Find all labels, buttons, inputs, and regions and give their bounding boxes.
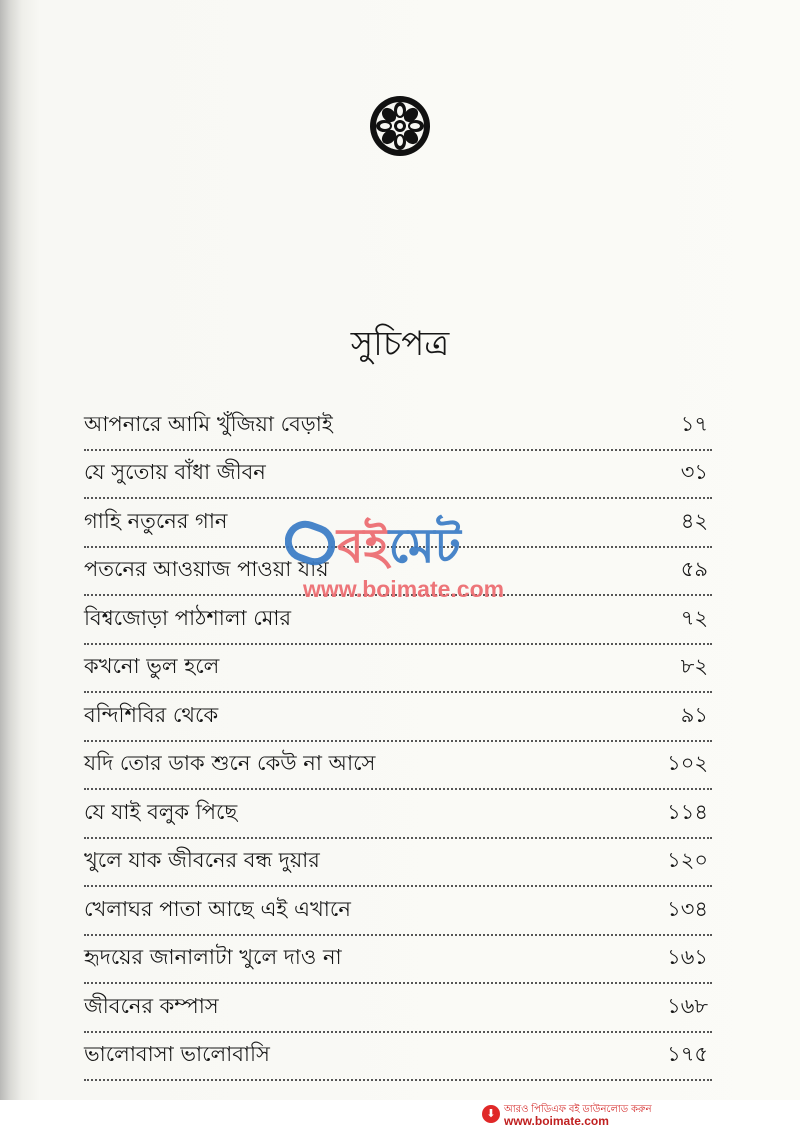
toc-entry-title: যদি তোর ডাক শুনে কেউ না আসে xyxy=(84,751,376,775)
toc-entry-page: ৯১ xyxy=(680,702,708,727)
toc-entry-title: খেলাঘর পাতা আছে এই এখানে xyxy=(84,896,351,921)
toc-entry-title: কখনো ভুল হলে xyxy=(84,654,220,678)
toc-entry-page: ১২০ xyxy=(667,848,708,872)
toc-entry-title: যে যাই বলুক পিছে xyxy=(84,799,238,824)
toc-entry xyxy=(84,693,712,742)
toc-entry-title: খুলে যাক জীবনের বন্ধ দুয়ার xyxy=(84,848,320,872)
toc-entry-page: ৭২ xyxy=(680,605,708,630)
toc-entry-title: ভালোবাসা ভালোবাসি xyxy=(84,1042,270,1066)
paperclip-logo-icon xyxy=(285,518,335,568)
toc-entry-title: হৃদয়ের জানালাটা খুলে দাও না xyxy=(84,945,342,969)
toc-entry-title: গাহি নতুনের গান xyxy=(84,508,228,533)
toc-entry-title: জীবনের কম্পাস xyxy=(84,993,219,1018)
toc-entry xyxy=(84,742,712,791)
watermark-url: www.boimate.com xyxy=(303,576,505,602)
download-badge[interactable] xyxy=(482,1102,682,1130)
toc-entry-title: আপনারে আমি খুঁজিয়া বেড়াই xyxy=(84,411,333,436)
toc-entry-title: পতনের আওয়াজ পাওয়া যায় xyxy=(84,557,329,581)
toc-entry xyxy=(84,645,712,694)
toc-entry-page: ১৬১ xyxy=(667,945,708,969)
watermark xyxy=(285,518,515,608)
page-title: সুচিপত্র xyxy=(350,324,450,364)
toc-entry-title: যে সুতোয় বাঁধা জীবন xyxy=(84,460,266,484)
toc-entry-page: ১৬৮ xyxy=(667,993,708,1018)
toc-entry-title: বন্দিশিবির থেকে xyxy=(84,702,219,727)
toc-entry-title: বিশ্বজোড়া পাঠশালা মোর xyxy=(84,605,292,630)
toc-entry xyxy=(84,984,712,1033)
toc-entry-page: ৩১ xyxy=(680,460,708,484)
toc-entry-page: ১৩৪ xyxy=(667,896,708,921)
toc-entry-page: ১৭ xyxy=(680,411,708,436)
toc-entry-page: ৮২ xyxy=(680,654,708,678)
download-icon: ⬇ xyxy=(482,1105,500,1123)
toc-entry-page: ১৭৫ xyxy=(667,1042,708,1066)
toc-entry xyxy=(84,1033,712,1082)
toc-entry xyxy=(84,839,712,888)
watermark-name: বইমেট xyxy=(337,518,461,574)
toc-entry-page: ১১৪ xyxy=(667,799,708,824)
footer-text: আরও পিডিএফ বই ডাউনলোড করুন xyxy=(504,1104,652,1115)
flower-ornament-icon xyxy=(368,94,432,158)
toc-entry xyxy=(84,887,712,936)
toc-entry xyxy=(84,936,712,985)
footer-link[interactable]: www.boimate.com xyxy=(504,1114,609,1128)
table-of-contents xyxy=(84,402,712,1081)
toc-entry xyxy=(84,402,712,451)
toc-entry-page: ৫৯ xyxy=(680,557,708,581)
toc-entry-page: ১০২ xyxy=(667,751,708,775)
toc-entry-page: ৪২ xyxy=(680,508,708,533)
toc-entry xyxy=(84,451,712,500)
toc-entry xyxy=(84,790,712,839)
